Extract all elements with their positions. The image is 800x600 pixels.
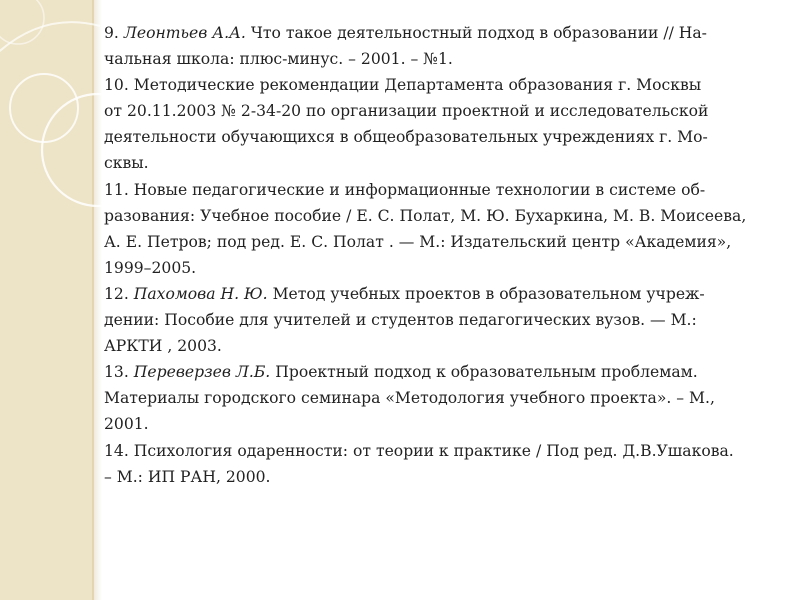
- reference-entry-12: [104, 281, 780, 359]
- reference-line: [104, 438, 780, 464]
- reference-line: от 20.11.2003 № 2-34-20 по организации проектной и исследовательской: [104, 102, 709, 121]
- reference-line: [104, 359, 780, 385]
- reference-line: 2001.: [104, 415, 149, 434]
- reference-number: 13.: [104, 363, 129, 382]
- reference-text: Метод учебных проектов в образовательном учреж-: [272, 284, 705, 303]
- reference-line: [104, 72, 780, 98]
- reference-list: [104, 20, 780, 490]
- reference-line: Материалы городского семинара «Методология учебного проекта». – М.,: [104, 389, 715, 408]
- reference-author: Пахомова Н. Ю.: [133, 284, 268, 303]
- reference-entry-14: [104, 438, 780, 490]
- reference-entry-11: [104, 177, 780, 281]
- reference-text: Что такое деятельностный подход в образовании // На-: [250, 24, 707, 42]
- reference-line: дении: Пособие для учителей и студентов педагогических вузов. — М.:: [104, 311, 697, 330]
- reference-entry-10: [104, 72, 780, 176]
- reference-line: разования: Учебное пособие / Е. С. Полат, М. Ю. Бухаркина, М. В. Моисеева,: [104, 206, 747, 225]
- reference-line: [104, 281, 780, 307]
- reference-entry-9: [104, 20, 780, 72]
- reference-line: [104, 20, 780, 46]
- reference-number: 10.: [104, 76, 129, 95]
- reference-author: Леонтьев А.А.: [123, 24, 246, 42]
- reference-number: 12.: [104, 284, 129, 303]
- reference-line: деятельности обучающихся в общеобразовательных учреждениях г. Мо-: [104, 128, 708, 147]
- reference-text: Новые педагогические и информационные технологии в системе об-: [133, 180, 706, 199]
- reference-author: Переверзев Л.Б.: [133, 363, 271, 382]
- reference-line: – М.: ИП РАН, 2000.: [104, 467, 271, 486]
- reference-text: Психология одаренности: от теории к практике / Под ред. Д.В.Ушакова.: [133, 441, 734, 460]
- decorative-arc: [0, 22, 100, 60]
- reference-number: 14.: [104, 441, 129, 460]
- reference-line: чальная школа: плюс-минус. – 2001. – №1.: [104, 50, 453, 69]
- reference-text: Методические рекомендации Департамента образования г. Москвы: [133, 76, 702, 95]
- reference-number: 9.: [104, 24, 119, 42]
- reference-line: А. Е. Петров; под ред. Е. С. Полат . — М.: Издательский центр «Академия»,: [104, 232, 732, 251]
- reference-line: АРКТИ , 2003.: [104, 337, 222, 356]
- decorative-ring-top: [0, 0, 44, 44]
- reference-line: 1999–2005.: [104, 258, 197, 277]
- reference-line: [104, 177, 780, 203]
- reference-entry-13: [104, 359, 780, 437]
- reference-line: сквы.: [104, 154, 149, 173]
- reference-number: 11.: [104, 180, 129, 199]
- reference-text: Проектный подход к образовательным проблемам.: [275, 363, 698, 382]
